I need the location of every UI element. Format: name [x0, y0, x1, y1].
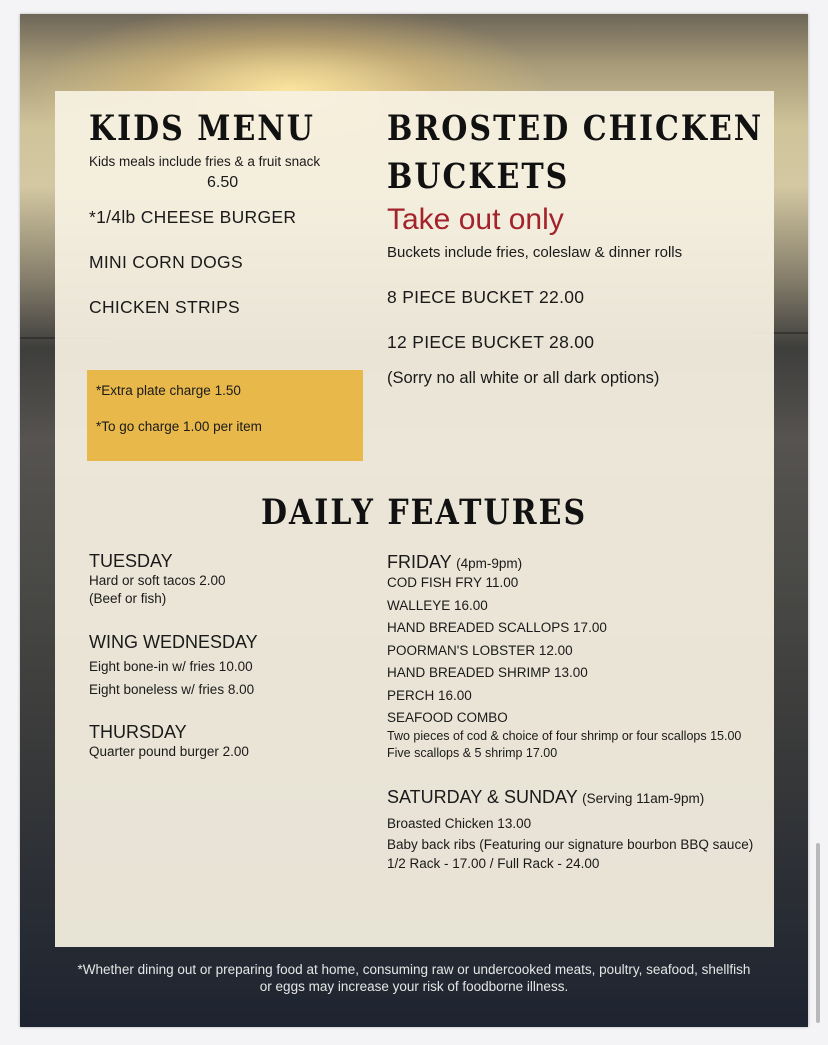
seafood-combo-details [387, 728, 741, 762]
friday-details [387, 572, 607, 730]
charges-note-box [87, 370, 363, 461]
weekend-line: Broasted Chicken 13.00 [387, 816, 532, 831]
friday-label: FRIDAY [387, 552, 452, 572]
wednesday-details [89, 656, 254, 701]
buckets-title-line1: BROSTED CHICKEN [387, 109, 764, 150]
to-go-note: *To go charge 1.00 per item [96, 419, 262, 434]
weekend-line: 1/2 Rack - 17.00 / Full Rack - 24.00 [387, 856, 600, 871]
tuesday-details [89, 572, 226, 608]
thursday-line: Quarter pound burger 2.00 [89, 744, 249, 759]
scrollbar[interactable] [816, 843, 820, 1023]
combo-line: Five scallops & 5 shrimp 17.00 [387, 746, 558, 760]
friday-hours: (4pm-9pm) [456, 556, 523, 571]
buckets-title-line2: BUCKETS [387, 157, 570, 198]
daily-features-title: DAILY FEATURES [261, 493, 588, 534]
wednesday-line: Eight boneless w/ fries 8.00 [89, 681, 255, 697]
kids-menu-price: 6.50 [207, 174, 239, 191]
takeout-notice: Take out only [387, 203, 564, 236]
wednesday-label: WING WEDNESDAY [89, 632, 258, 652]
weekend-label: SATURDAY & SUNDAY [387, 787, 578, 807]
buckets-subtitle: Buckets include fries, coleslaw & dinner rolls [387, 244, 683, 261]
friday-line: WALLEYE 16.00 [387, 597, 488, 613]
bucket-item: 12 PIECE BUCKET 28.00 [387, 332, 595, 352]
tuesday-line: (Beef or fish) [89, 591, 167, 606]
kids-item: MINI CORN DOGS [89, 252, 243, 272]
friday-heading [387, 552, 522, 573]
bucket-item: 8 PIECE BUCKET 22.00 [387, 287, 585, 307]
kids-menu-title: KIDS MENU [89, 109, 315, 150]
friday-line: SEAFOOD COMBO [387, 710, 508, 725]
weekend-details [387, 813, 753, 873]
extra-plate-note: *Extra plate charge 1.50 [96, 383, 241, 398]
menu-page [20, 14, 808, 1027]
disclaimer-line: or eggs may increase your risk of foodborne illness. [259, 979, 569, 994]
tuesday-label: TUESDAY [89, 551, 173, 571]
kids-item: CHICKEN STRIPS [89, 297, 241, 317]
bucket-note: (Sorry no all white or all dark options) [387, 369, 660, 387]
food-safety-disclaimer [60, 961, 768, 995]
friday-line: HAND BREADED SCALLOPS 17.00 [387, 620, 607, 635]
kids-menu-subtitle: Kids meals include fries & a fruit snack [89, 154, 321, 169]
kids-item: *1/4lb CHEESE BURGER [89, 207, 297, 227]
friday-line: HAND BREADED SHRIMP 13.00 [387, 665, 588, 680]
friday-line: PERCH 16.00 [387, 687, 472, 703]
weekend-hours: (Serving 11am-9pm) [582, 791, 705, 806]
friday-line: COD FISH FRY 11.00 [387, 575, 519, 590]
weekend-heading [387, 787, 704, 808]
combo-line: Two pieces of cod & choice of four shrimp or four scallops 15.00 [387, 729, 742, 743]
weekend-line: Baby back ribs (Featuring our signature bourbon BBQ sauce) [387, 837, 754, 852]
disclaimer-line: *Whether dining out or preparing food at home, consuming raw or undercooked meats, poultry, seafood, shellfish [77, 962, 751, 977]
tuesday-line: Hard or soft tacos 2.00 [89, 573, 226, 588]
thursday-label: THURSDAY [89, 722, 187, 742]
friday-line: POORMAN'S LOBSTER 12.00 [387, 642, 573, 658]
wednesday-line: Eight bone-in w/ fries 10.00 [89, 659, 253, 674]
menu-panel [55, 91, 774, 947]
